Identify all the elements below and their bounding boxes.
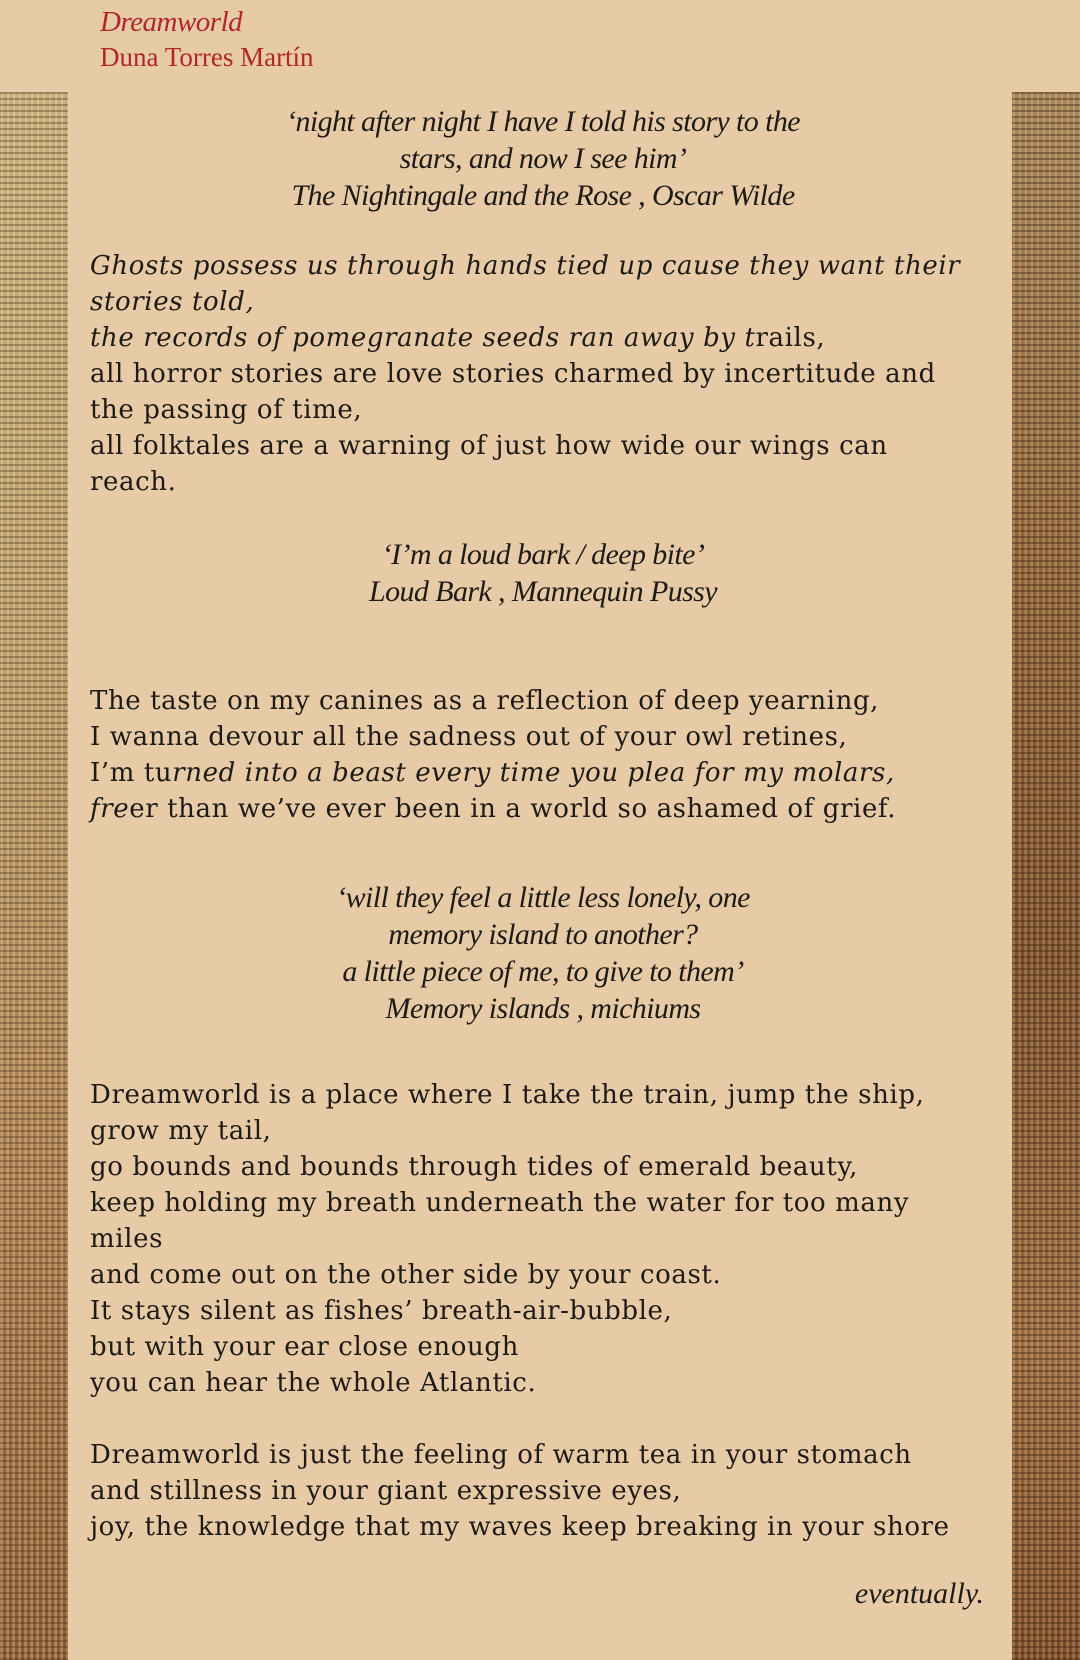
stanza-ghosts: [90, 248, 996, 500]
poem-line: the passing of time,: [90, 395, 363, 425]
stanza-dreamworld-place: [90, 1077, 996, 1401]
poem-line: keep holding my breath underneath the water for too many: [90, 1188, 910, 1218]
epigraph-line: a little piece of me, to give to them’: [342, 955, 744, 988]
poem-header: [100, 4, 314, 74]
epigraph-source: Memory islands , michiums: [385, 992, 701, 1025]
poem-line: all horror stories are love stories charmed by incertitude and: [90, 359, 936, 389]
poem-line: The taste on my canines as a reflection of deep yearning,: [90, 686, 880, 716]
poem-line: go bounds and bounds through tides of emerald beauty,: [90, 1152, 859, 1182]
poem-title: Dreamworld: [100, 6, 243, 38]
poem-line: Ghosts possess us through hands tied up cause they want their: [90, 251, 961, 281]
poem-body: [90, 103, 996, 1612]
poem-line-italic-part: the records of pomegranate seeds ran away by t: [90, 323, 756, 353]
poem-line: and stillness in your giant expressive eyes,: [90, 1476, 682, 1506]
burlap-border-right: [1012, 92, 1080, 1660]
poem-line: [90, 791, 996, 827]
poem-line: Dreamworld is just the feeling of warm tea in your stomach: [90, 1440, 912, 1470]
epigraph-line: memory island to another?: [388, 918, 698, 951]
poem-line-italic-part: rned into a beast every time you plea for my molars,: [172, 758, 895, 788]
epigraph-mannequin-pussy: [90, 536, 996, 610]
poem-line: I wanna devour all the sadness out of your owl retines,: [90, 722, 848, 752]
poem-line: you can hear the whole Atlantic.: [90, 1368, 537, 1398]
burlap-border-left: [0, 92, 68, 1660]
poem-line: and come out on the other side by your coast.: [90, 1260, 722, 1290]
poem-line: Dreamworld is a place where I take the train, jump the ship,: [90, 1080, 925, 1110]
poem-line-roman-part: er than we’ve ever been in a world so ashamed of grief.: [129, 794, 897, 824]
epigraph-source: Loud Bark , Mannequin Pussy: [369, 575, 717, 608]
epigraph-line: stars, and now I see him’: [399, 142, 687, 175]
poem-line: reach.: [90, 467, 177, 497]
stanza-warm-tea: [90, 1437, 996, 1545]
poem-line: grow my tail,: [90, 1116, 272, 1146]
epigraph-line: ‘I’m a loud bark / deep bite’: [381, 538, 705, 571]
poem-line: [90, 755, 996, 791]
poem-line-italic-part: fre: [90, 794, 130, 824]
epigraph-source: The Nightingale and the Rose , Oscar Wilde: [291, 179, 795, 212]
stanza-canines: [90, 683, 996, 827]
epigraph-line: ‘will they feel a little less lonely, one: [336, 881, 750, 914]
poem-line: stories told,: [90, 287, 255, 317]
poem-line-roman-part: I’m tu: [90, 758, 173, 788]
poem-line: miles: [90, 1224, 164, 1254]
epigraph-michiums: [90, 879, 996, 1027]
epigraph-line: ‘night after night I have I told his story to the: [286, 105, 800, 138]
poem-author: Duna Torres Martín: [100, 42, 314, 72]
poem-line-roman-part: rails,: [755, 323, 826, 353]
poem-line: [90, 320, 996, 356]
poem-line: but with your ear close enough: [90, 1332, 519, 1362]
poem-line: It stays silent as fishes’ breath-air-bubble,: [90, 1296, 673, 1326]
closing-word: eventually.: [854, 1577, 984, 1610]
epigraph-wilde: [90, 103, 996, 214]
poem-line: joy, the knowledge that my waves keep breaking in your shore: [90, 1512, 950, 1542]
poem-line: all folktales are a warning of just how wide our wings can: [90, 431, 888, 461]
